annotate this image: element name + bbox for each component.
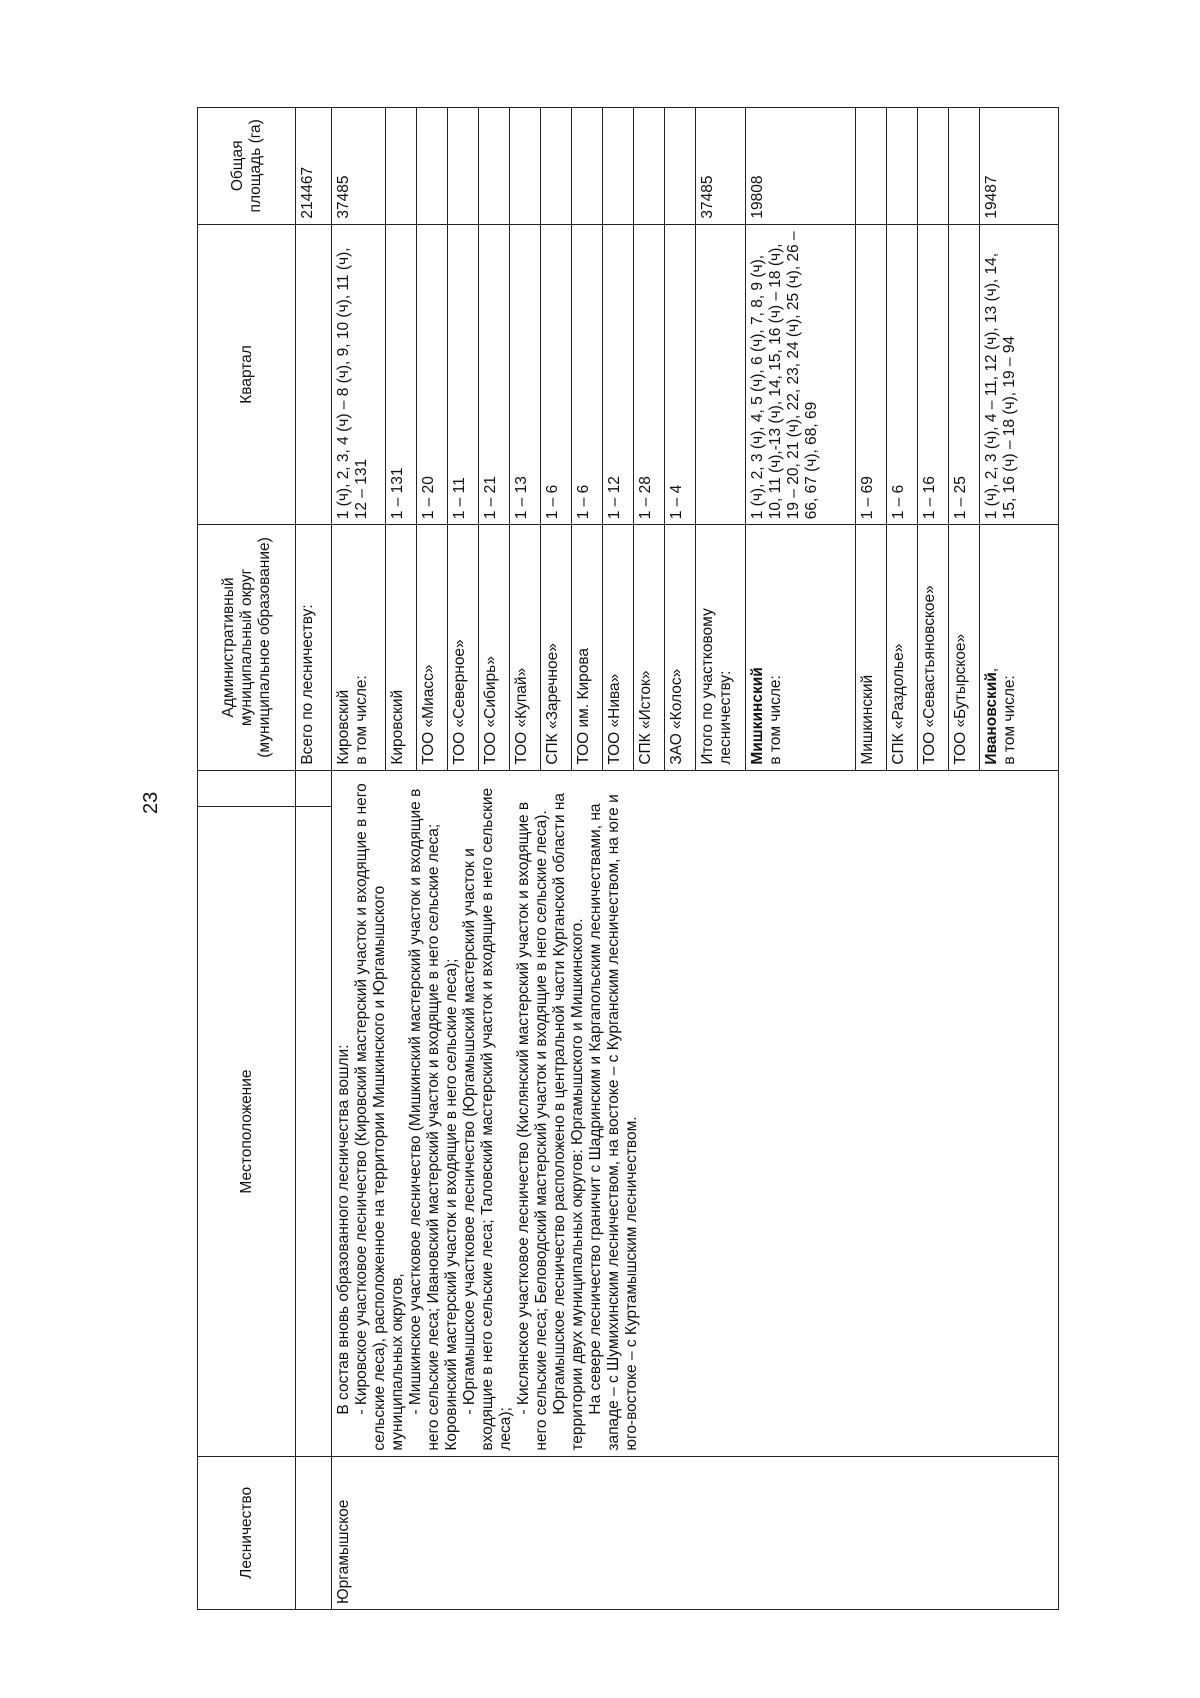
district-cell: Кировский (386, 525, 417, 770)
district-cell: Ивановский, в том числе: (980, 525, 1059, 770)
district-cell (332, 525, 386, 770)
district-cell (746, 525, 856, 770)
description-paragraph: - Юргамышское участковое лесничество (Юргамышский мастерский участок и входящие в него сельские леса; Таловский мастерский участок и входящие в него сельские леса); (461, 787, 514, 1451)
area-cell (417, 108, 448, 225)
area-cell (479, 108, 510, 225)
area-cell (665, 108, 696, 225)
location-description-cell (332, 770, 1059, 1456)
cell-empty (296, 770, 332, 807)
district-subtitle: в том числе: (1001, 675, 1018, 765)
area-cell (603, 108, 634, 225)
table-row (296, 108, 332, 1610)
district-cell: ТОО «Северное» (448, 525, 479, 770)
header-area: Общая площадь (га) (198, 108, 296, 225)
page-number: 23 (140, 791, 162, 814)
district-cell: ТОО «Нива» (603, 525, 634, 770)
district-cell: Мишкинский (856, 525, 887, 770)
area-cell: 214467 (296, 108, 332, 225)
district-cell: СПК «Исток» (634, 525, 665, 770)
area-cell: 37485 (696, 108, 746, 225)
header-spacer (198, 770, 296, 807)
area-cell: 19808 (746, 108, 856, 225)
header-location: Местоположение (198, 807, 296, 1456)
area-cell (510, 108, 541, 225)
district-cell: ЗАО «Колос» (665, 525, 696, 770)
quarter-cell (696, 224, 746, 525)
description-paragraph: На севере лесничество граничит с Шадринским и Каргапольским лесничествами, на западе – с Шумихинским лесничеством, на востоке – с Курганским лесничеством, на юге и юго-востоке – с Куртамышским лесничеством. (587, 794, 640, 1451)
table-row (332, 108, 386, 1610)
district-cell: Всего по лесничеству: (296, 525, 332, 770)
rotated-table-container (197, 107, 1059, 1610)
area-cell: 37485 (332, 108, 386, 225)
district-name: Мишкинский (749, 667, 766, 765)
forestry-name-cell: Юргамышское (332, 1456, 1059, 1609)
area-cell (856, 108, 887, 225)
quarter-cell: 1 – 20 (417, 224, 448, 525)
district-name: Ивановский (983, 672, 1000, 765)
district-subtitle: в том числе: (767, 675, 784, 765)
district-cell: ТОО «Сибирь» (479, 525, 510, 770)
area-cell (541, 108, 572, 225)
quarter-cell: 1 – 16 (918, 224, 949, 525)
quarter-cell: 1 – 6 (541, 224, 572, 525)
district-cell: Итого по участковому лесничеству: (696, 525, 746, 770)
cell-empty (296, 1456, 332, 1609)
area-cell (887, 108, 918, 225)
quarter-cell: 1 – 21 (479, 224, 510, 525)
quarter-cell: 1 – 131 (386, 224, 417, 525)
district-cell: ТОО «Миасс» (417, 525, 448, 770)
header-forestry: Лесничество (198, 1456, 296, 1609)
quarter-cell: 1 – 69 (856, 224, 887, 525)
district-name: Кировский (335, 689, 352, 765)
district-subtitle: в том числе: (353, 675, 370, 765)
quarter-cell: 1 – 12 (603, 224, 634, 525)
quarter-cell (296, 224, 332, 525)
area-cell (448, 108, 479, 225)
district-cell: ТОО «Севастьяновское» (918, 525, 949, 770)
quarter-cell: 1 – 28 (634, 224, 665, 525)
quarter-cell: 1 – 13 (510, 224, 541, 525)
district-cell: ТОО «Бутырское» (949, 525, 980, 770)
district-cell: СПК «Заречное» (541, 525, 572, 770)
description-paragraph: - Кислянское участковое лесничество (Кислянский мастерский участок и входящие в него сельские леса; Беловодский мастерский участок и входящие в него сельские леса). (515, 801, 550, 1451)
quarter-cell: 1 (ч), 2, 3 (ч), 4 – 11, 12 (ч), 13 (ч), 14, 15, 16 (ч) – 18 (ч), 19 – 94 (980, 224, 1059, 525)
quarter-cell: 1 – 11 (448, 224, 479, 525)
quarter-cell: 1 – 6 (572, 224, 603, 525)
area-cell (634, 108, 665, 225)
area-cell (386, 108, 417, 225)
district-cell: ТОО им. Кирова (572, 525, 603, 770)
district-cell: ТОО «Купай» (510, 525, 541, 770)
description-paragraph: - Мишкинское участковое лесничество (Мишкинский мастерский участок и входящие в него сельские леса; Ивановский мастерский участок и входящие в него сельские леса; Коровинский мастерский участок и входящие в него сельские леса); (407, 788, 460, 1451)
quarter-cell: 1 – 6 (887, 224, 918, 525)
header-quarter: Квартал (198, 224, 296, 525)
area-cell (918, 108, 949, 225)
quarter-cell: 1 (ч), 2, 3 (ч), 4, 5 (ч), 6 (ч), 7, 8, 9 (ч), 10, 11 (ч),-13 (ч), 14, 15, 16 (ч) – 18 (ч), 19 – 20, 21 (ч), 22, 23, 24 (ч), 25 (ч), 26 – 66, 67 (ч), 68, 69 (746, 224, 856, 525)
area-cell (572, 108, 603, 225)
district-cell: СПК «Раздолье» (887, 525, 918, 770)
area-cell (949, 108, 980, 225)
description-paragraph: Юргамышское лесничество расположено в центральной части Курганской области на территории двух муниципальных округов: Юргамышского и Мишкинского. (551, 792, 586, 1451)
area-cell: 19487 (980, 108, 1059, 225)
cell-empty (296, 807, 332, 1456)
description-paragraph: - Кировское участковое лесничество (Кировский мастерский участок и входящие в него сельские леса), расположенное на территории Мишкинского и Юргамышского муниципальных округов, (353, 783, 406, 1451)
quarter-cell: 1 – 4 (665, 224, 696, 525)
quarter-cell: 1 – 25 (949, 224, 980, 525)
header-district: Административный муниципальный округ (муниципальное образование) (198, 525, 296, 770)
quarter-cell: 1 (ч), 2, 3, 4 (ч) – 8 (ч), 9, 10 (ч), 11 (ч), 12 – 131 (332, 224, 386, 525)
description-paragraph: В состав вновь образованного лесничества вошли: (335, 1044, 352, 1415)
forestry-table (197, 107, 1059, 1610)
